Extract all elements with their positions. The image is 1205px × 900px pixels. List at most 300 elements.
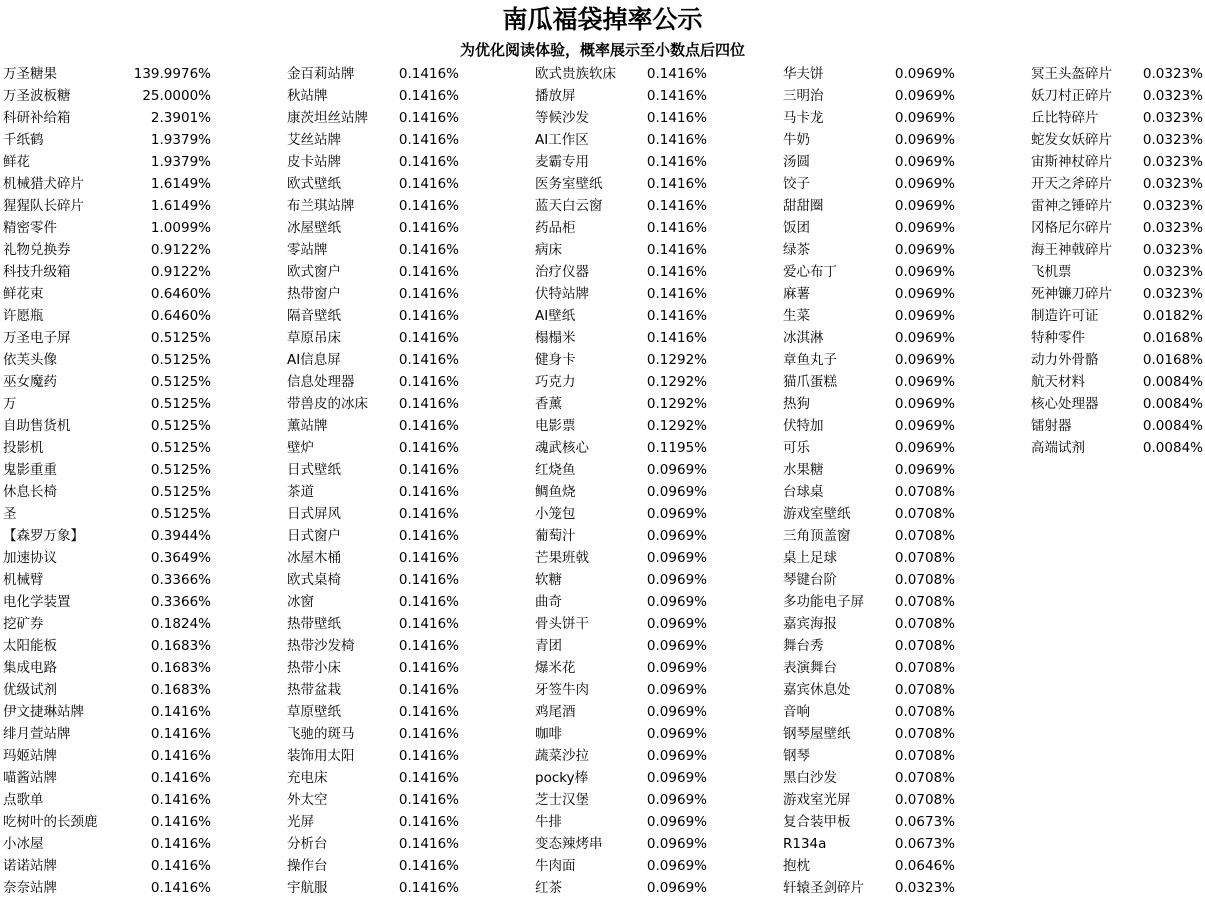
list-item	[287, 195, 459, 217]
item-rate: 0.1416%	[646, 330, 707, 346]
item-rate: 0.1416%	[398, 880, 459, 896]
item-rate: 0.0969%	[646, 858, 707, 874]
list-item	[287, 459, 459, 481]
item-name: 太阳能板	[3, 638, 57, 654]
item-rate: 0.1416%	[398, 242, 459, 258]
list-item	[783, 723, 955, 745]
list-item	[287, 569, 459, 591]
item-rate: 0.0708%	[894, 726, 955, 742]
item-name: 榻榻米	[535, 330, 576, 346]
item-rate: 0.1416%	[150, 748, 211, 764]
item-rate: 0.9122%	[150, 264, 211, 280]
list-item	[1031, 437, 1203, 459]
item-rate: 0.0323%	[1142, 286, 1203, 302]
item-name: 牙签牛肉	[535, 682, 589, 698]
list-item	[287, 635, 459, 657]
item-rate: 0.0646%	[894, 858, 955, 874]
item-rate: 0.0084%	[1142, 418, 1203, 434]
list-item	[3, 327, 211, 349]
item-name: 机械猎犬碎片	[3, 176, 84, 192]
item-name: 香薰	[535, 396, 562, 412]
item-name: 制造许可证	[1031, 308, 1099, 324]
item-rate: 0.1416%	[398, 484, 459, 500]
item-name: 欧式壁纸	[287, 176, 341, 192]
item-name: 巧克力	[535, 374, 576, 390]
item-rate: 0.0969%	[894, 110, 955, 126]
item-name: 挖矿券	[3, 616, 44, 632]
item-name: 热狗	[783, 396, 810, 412]
list-item	[287, 349, 459, 371]
list-item	[783, 547, 955, 569]
list-item	[1031, 415, 1203, 437]
item-name: 抱枕	[783, 858, 810, 874]
list-item	[535, 129, 707, 151]
list-item	[783, 679, 955, 701]
item-name: 光屏	[287, 814, 314, 830]
item-rate: 0.1292%	[646, 418, 707, 434]
item-rate: 0.1416%	[398, 88, 459, 104]
list-item	[287, 151, 459, 173]
item-rate: 0.1683%	[150, 638, 211, 654]
list-item	[783, 393, 955, 415]
item-name: 咖啡	[535, 726, 562, 742]
item-rate: 0.3366%	[150, 572, 211, 588]
item-name: 小笼包	[535, 506, 576, 522]
item-rate: 0.1416%	[646, 220, 707, 236]
item-rate: 0.0708%	[894, 528, 955, 544]
list-item	[3, 789, 211, 811]
list-item	[3, 85, 211, 107]
item-rate: 0.1416%	[646, 88, 707, 104]
list-item	[3, 349, 211, 371]
item-name: 伏特加	[783, 418, 824, 434]
item-rate: 0.5125%	[150, 484, 211, 500]
item-rate: 0.0969%	[894, 176, 955, 192]
item-rate: 0.1416%	[398, 264, 459, 280]
item-name: 钢琴屋壁纸	[783, 726, 851, 742]
item-rate: 25.0000%	[142, 88, 211, 104]
list-item	[287, 679, 459, 701]
list-item	[783, 613, 955, 635]
list-item	[3, 393, 211, 415]
item-name: 茶道	[287, 484, 314, 500]
item-name: 欧式桌椅	[287, 572, 341, 588]
list-item	[783, 151, 955, 173]
item-rate: 0.0708%	[894, 660, 955, 676]
item-name: 欧式贵族软床	[535, 66, 616, 82]
list-item	[287, 107, 459, 129]
item-name: 病床	[535, 242, 562, 258]
list-item	[783, 459, 955, 481]
item-name: 牛排	[535, 814, 562, 830]
list-item	[3, 107, 211, 129]
item-name: 绯月萱站牌	[3, 726, 71, 742]
item-rate: 0.1416%	[398, 198, 459, 214]
item-rate: 1.6149%	[150, 176, 211, 192]
item-rate: 0.1292%	[646, 396, 707, 412]
item-name: 软糖	[535, 572, 562, 588]
item-name: 开天之斧碎片	[1031, 176, 1112, 192]
item-name: 金百莉站牌	[287, 66, 355, 82]
item-name: 冰屋木桶	[287, 550, 341, 566]
item-rate: 0.0969%	[894, 352, 955, 368]
list-item	[3, 151, 211, 173]
list-item	[287, 767, 459, 789]
list-item	[287, 503, 459, 525]
drop-rate-column-2	[287, 63, 459, 899]
list-item	[1031, 173, 1203, 195]
item-name: 蛇发女妖碎片	[1031, 132, 1112, 148]
item-name: 钢琴	[783, 748, 810, 764]
list-item	[1031, 239, 1203, 261]
item-name: 琴键台阶	[783, 572, 837, 588]
list-item	[535, 547, 707, 569]
item-name: 爱心布丁	[783, 264, 837, 280]
list-item	[535, 877, 707, 899]
item-name: 桌上足球	[783, 550, 837, 566]
item-name: 牛肉面	[535, 858, 576, 874]
list-item	[535, 151, 707, 173]
item-rate: 0.0084%	[1142, 396, 1203, 412]
item-name: 复合装甲板	[783, 814, 851, 830]
list-item	[1031, 327, 1203, 349]
item-rate: 0.0969%	[894, 286, 955, 302]
item-name: 万圣糖果	[3, 66, 57, 82]
item-name: 芝士汉堡	[535, 792, 589, 808]
item-rate: 0.1416%	[646, 264, 707, 280]
list-item	[535, 503, 707, 525]
item-name: 伏特站牌	[535, 286, 589, 302]
list-item	[535, 635, 707, 657]
item-rate: 0.0969%	[894, 374, 955, 390]
item-name: 动力外骨骼	[1031, 352, 1099, 368]
list-item	[3, 657, 211, 679]
list-item	[287, 283, 459, 305]
item-rate: 0.0969%	[646, 528, 707, 544]
item-rate: 0.1416%	[398, 836, 459, 852]
item-rate: 0.3944%	[150, 528, 211, 544]
item-name: 华夫饼	[783, 66, 824, 82]
list-item	[3, 877, 211, 899]
item-name: 葡萄汁	[535, 528, 576, 544]
list-item	[783, 745, 955, 767]
list-item	[1031, 393, 1203, 415]
list-item	[3, 481, 211, 503]
item-rate: 0.0969%	[894, 396, 955, 412]
list-item	[535, 85, 707, 107]
drop-rate-column-4	[783, 63, 955, 899]
item-rate: 0.0969%	[646, 660, 707, 676]
item-rate: 0.1416%	[398, 814, 459, 830]
list-item	[535, 393, 707, 415]
item-name: 妖刀村正碎片	[1031, 88, 1112, 104]
list-item	[783, 283, 955, 305]
item-name: 猫爪蛋糕	[783, 374, 837, 390]
list-item	[783, 591, 955, 613]
item-rate: 0.0323%	[1142, 154, 1203, 170]
list-item	[287, 305, 459, 327]
list-item	[287, 591, 459, 613]
item-name: 红烧鱼	[535, 462, 576, 478]
item-name: 【森罗万象】	[3, 528, 84, 544]
item-name: 表演舞台	[783, 660, 837, 676]
item-rate: 0.1416%	[646, 198, 707, 214]
item-rate: 0.0323%	[1142, 220, 1203, 236]
item-name: 日式窗户	[287, 528, 341, 544]
item-name: 万圣电子屏	[3, 330, 71, 346]
item-name: 欧式窗户	[287, 264, 341, 280]
item-rate: 0.1416%	[398, 748, 459, 764]
item-rate: 0.0969%	[646, 814, 707, 830]
item-name: 礼物兑换券	[3, 242, 71, 258]
item-rate: 0.1416%	[646, 132, 707, 148]
item-rate: 0.5125%	[150, 396, 211, 412]
list-item	[783, 107, 955, 129]
list-item	[783, 811, 955, 833]
item-name: 三明治	[783, 88, 824, 104]
item-rate: 0.0969%	[894, 88, 955, 104]
item-rate: 0.0969%	[646, 836, 707, 852]
item-name: 集成电路	[3, 660, 57, 676]
list-item	[3, 833, 211, 855]
list-item	[783, 371, 955, 393]
item-rate: 0.1416%	[398, 858, 459, 874]
page-title: 南瓜福袋掉率公示	[502, 5, 703, 34]
item-name: 生菜	[783, 308, 810, 324]
item-rate: 0.3366%	[150, 594, 211, 610]
list-item	[3, 745, 211, 767]
item-name: 布兰琪站牌	[287, 198, 355, 214]
item-rate: 0.0969%	[646, 462, 707, 478]
item-rate: 0.0969%	[646, 572, 707, 588]
item-name: 魂武核心	[535, 440, 589, 456]
list-item	[3, 591, 211, 613]
item-rate: 0.5125%	[150, 418, 211, 434]
list-item	[287, 437, 459, 459]
item-name: 鲜花	[3, 154, 30, 170]
item-rate: 0.1416%	[398, 440, 459, 456]
item-rate: 1.9379%	[150, 154, 211, 170]
item-rate: 0.0969%	[646, 484, 707, 500]
list-item	[3, 613, 211, 635]
item-rate: 0.0969%	[894, 198, 955, 214]
item-name: 宙斯神杖碎片	[1031, 154, 1112, 170]
item-rate: 0.1416%	[646, 286, 707, 302]
list-item	[287, 393, 459, 415]
item-rate: 0.0182%	[1142, 308, 1203, 324]
item-rate: 0.1683%	[150, 660, 211, 676]
list-item	[1031, 85, 1203, 107]
item-rate: 0.1416%	[646, 176, 707, 192]
list-item	[535, 701, 707, 723]
item-name: 饺子	[783, 176, 810, 192]
list-item	[535, 833, 707, 855]
item-rate: 0.0708%	[894, 594, 955, 610]
drop-rate-column-5	[1031, 63, 1203, 459]
list-item	[783, 569, 955, 591]
list-item	[287, 701, 459, 723]
page-subtitle: 为优化阅读体验，概率展示至小数点后四位	[459, 41, 745, 59]
item-name: 诺诺站牌	[3, 858, 57, 874]
item-name: 药品柜	[535, 220, 576, 236]
list-item	[3, 371, 211, 393]
item-name: 治疗仪器	[535, 264, 589, 280]
item-name: 芒果班戟	[535, 550, 589, 566]
list-item	[535, 657, 707, 679]
item-name: 红茶	[535, 880, 562, 896]
list-item	[535, 723, 707, 745]
list-item	[783, 327, 955, 349]
list-item	[535, 239, 707, 261]
item-rate: 0.0708%	[894, 550, 955, 566]
item-name: 死神镰刀碎片	[1031, 286, 1112, 302]
item-rate: 0.1416%	[646, 110, 707, 126]
item-rate: 0.1195%	[646, 440, 707, 456]
item-name: 播放屏	[535, 88, 576, 104]
item-name: 玛姬站牌	[3, 748, 57, 764]
list-item	[3, 525, 211, 547]
item-name: 飞机票	[1031, 264, 1072, 280]
list-item	[535, 305, 707, 327]
list-item	[783, 217, 955, 239]
item-rate: 0.0323%	[1142, 110, 1203, 126]
item-name: 三角顶盖窗	[783, 528, 851, 544]
item-name: 休息长椅	[3, 484, 57, 500]
list-item	[287, 173, 459, 195]
item-rate: 0.0084%	[1142, 374, 1203, 390]
list-item	[287, 723, 459, 745]
item-rate: 0.1416%	[398, 726, 459, 742]
item-name: 草原壁纸	[287, 704, 341, 720]
item-name: 吃树叶的长颈鹿	[3, 814, 98, 830]
item-name: 音响	[783, 704, 810, 720]
list-item	[3, 569, 211, 591]
item-rate: 0.1416%	[398, 550, 459, 566]
item-rate: 0.6460%	[150, 286, 211, 302]
item-name: 艾丝站牌	[287, 132, 341, 148]
list-item	[783, 415, 955, 437]
item-rate: 0.1416%	[398, 704, 459, 720]
list-item	[783, 525, 955, 547]
item-rate: 0.0708%	[894, 506, 955, 522]
item-rate: 0.1416%	[398, 132, 459, 148]
item-name: 精密零件	[3, 220, 57, 236]
item-name: 分析台	[287, 836, 328, 852]
list-item	[3, 635, 211, 657]
item-name: 蓝天白云窗	[535, 198, 603, 214]
item-name: 冈格尼尔碎片	[1031, 220, 1112, 236]
list-item	[3, 305, 211, 327]
list-item	[535, 459, 707, 481]
item-rate: 0.0969%	[894, 308, 955, 324]
item-name: 特种零件	[1031, 330, 1085, 346]
list-item	[1031, 261, 1203, 283]
list-item	[3, 261, 211, 283]
item-rate: 0.1416%	[398, 330, 459, 346]
list-item	[3, 679, 211, 701]
item-name: 点歌单	[3, 792, 44, 808]
item-rate: 0.1416%	[150, 770, 211, 786]
list-item	[535, 481, 707, 503]
list-item	[535, 745, 707, 767]
item-name: 冥王头盔碎片	[1031, 66, 1112, 82]
list-item	[783, 767, 955, 789]
list-item	[783, 173, 955, 195]
item-rate: 0.1416%	[398, 682, 459, 698]
item-rate: 0.5125%	[150, 462, 211, 478]
list-item	[1031, 371, 1203, 393]
list-item	[783, 349, 955, 371]
item-rate: 0.1416%	[398, 660, 459, 676]
item-name: 外太空	[287, 792, 328, 808]
item-rate: 0.1416%	[398, 506, 459, 522]
list-item	[535, 855, 707, 877]
item-name: AI壁纸	[535, 308, 576, 324]
item-rate: 0.1416%	[398, 66, 459, 82]
item-name: 嘉宾休息处	[783, 682, 851, 698]
list-item	[535, 261, 707, 283]
item-rate: 0.0969%	[646, 594, 707, 610]
list-item	[287, 833, 459, 855]
item-name: 核心处理器	[1031, 396, 1099, 412]
list-item	[1031, 63, 1203, 85]
item-rate: 0.6460%	[150, 308, 211, 324]
item-name: 雷神之锤碎片	[1031, 198, 1112, 214]
item-name: 信息处理器	[287, 374, 355, 390]
list-item	[3, 283, 211, 305]
item-rate: 0.1416%	[150, 792, 211, 808]
list-item	[287, 415, 459, 437]
item-rate: 1.6149%	[150, 198, 211, 214]
list-item	[3, 855, 211, 877]
item-name: 热带盆栽	[287, 682, 341, 698]
list-item	[287, 371, 459, 393]
list-item	[783, 437, 955, 459]
item-name: 热带沙发椅	[287, 638, 355, 654]
item-name: 热带小床	[287, 660, 341, 676]
item-rate: 0.0323%	[1142, 88, 1203, 104]
item-name: 喵酱站牌	[3, 770, 57, 786]
item-rate: 0.5125%	[150, 440, 211, 456]
item-name: 冰淇淋	[783, 330, 824, 346]
list-item	[287, 657, 459, 679]
list-item	[535, 767, 707, 789]
list-item	[3, 195, 211, 217]
list-item	[783, 481, 955, 503]
list-item	[783, 657, 955, 679]
item-name: AI信息屏	[287, 352, 341, 368]
item-rate: 0.1416%	[398, 220, 459, 236]
list-item	[1031, 349, 1203, 371]
list-item	[3, 811, 211, 833]
item-rate: 0.1292%	[646, 374, 707, 390]
item-name: 自助售货机	[3, 418, 71, 434]
item-name: 草原吊床	[287, 330, 341, 346]
item-rate: 0.1292%	[646, 352, 707, 368]
list-item	[783, 877, 955, 899]
list-item	[287, 855, 459, 877]
list-item	[287, 239, 459, 261]
item-name: 日式屏风	[287, 506, 341, 522]
item-rate: 0.1416%	[150, 704, 211, 720]
list-item	[535, 789, 707, 811]
list-item	[535, 195, 707, 217]
item-rate: 1.9379%	[150, 132, 211, 148]
item-name: 万圣波板糖	[3, 88, 71, 104]
item-name: 猩猩队长碎片	[3, 198, 84, 214]
item-rate: 0.0673%	[894, 814, 955, 830]
list-item	[3, 415, 211, 437]
